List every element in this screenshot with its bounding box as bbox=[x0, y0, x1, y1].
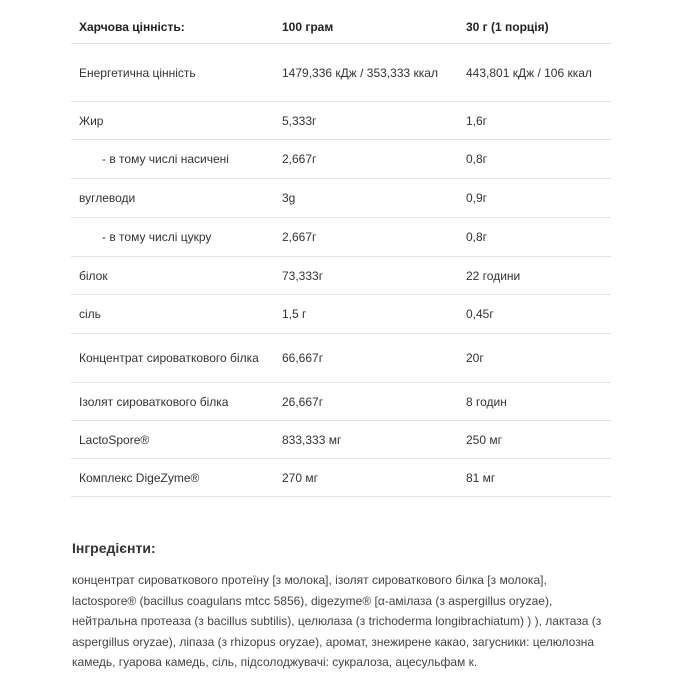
value-per-serving: 81 мг bbox=[466, 470, 496, 485]
value-per-serving: 1,6г bbox=[466, 113, 488, 128]
value-per-100g: 1479,336 кДж / 353,333 ккал bbox=[282, 65, 438, 80]
value-per-serving: 250 мг bbox=[466, 432, 502, 447]
nutrient-label: Жир bbox=[79, 113, 104, 128]
nutrient-label: Концентрат сироваткового білка bbox=[79, 351, 259, 365]
nutrient-label: - в тому числі насичені bbox=[102, 152, 229, 166]
value-per-100g: 3g bbox=[282, 191, 296, 205]
value-per-serving: 0,8г bbox=[466, 230, 488, 244]
value-per-100g: 2,667г bbox=[282, 152, 317, 166]
value-per-100g: 26,667г bbox=[282, 394, 324, 409]
value-per-serving: 0,45г bbox=[466, 307, 494, 321]
nutrition-row bbox=[71, 295, 611, 334]
nutrition-row bbox=[71, 257, 611, 295]
header-per-serving: 30 г (1 порція) bbox=[466, 19, 549, 34]
nutrient-label: LactoSpore® bbox=[79, 432, 150, 447]
nutrient-label: Енергетична цінність bbox=[79, 65, 196, 80]
value-per-serving: 8 годин bbox=[466, 394, 507, 409]
value-per-100g: 5,333г bbox=[282, 113, 317, 128]
ingredients-text: концентрат сироваткового протеїну [з молока], ізолят сироваткового білка [з молока], lactospore® (bacillus coagulans mtcc 5856), digezyme® [α-амілаза (з aspergillus oryzae), нейтральна протеаза (з bacillus subtilis), целюлаза (з trichoderma longibrachiatum) ) ), лактаза (з aspergillus oryzae), ліпаза (з rhizopus oryzae), аромат, знежирене какао, загусники: целюлозна камедь, гуарова камедь, сіль, підсолоджувачі: сукралоза, ацесульфам к. bbox=[72, 573, 602, 669]
nutrient-label: - в тому числі цукру bbox=[102, 230, 212, 244]
header-label: Харчова цінність: bbox=[79, 19, 185, 34]
value-per-serving: 20г bbox=[466, 351, 484, 365]
value-per-100g: 270 мг bbox=[282, 470, 318, 485]
value-per-serving: 0,9г bbox=[466, 191, 488, 205]
nutrient-label: сіль bbox=[79, 307, 101, 321]
nutrition-row bbox=[71, 421, 611, 459]
value-per-100g: 73,333г bbox=[282, 268, 324, 283]
nutrient-label: Комплекс DigeZyme® bbox=[79, 470, 200, 485]
header-per-100g: 100 грам bbox=[282, 19, 334, 34]
ingredients-title: Інгредієнти: bbox=[72, 540, 156, 556]
value-per-100g: 66,667г bbox=[282, 351, 324, 365]
nutrition-body bbox=[71, 44, 611, 497]
value-per-100g: 833,333 мг bbox=[282, 432, 342, 447]
nutrition-row bbox=[71, 334, 611, 383]
nutrient-label: вуглеводи bbox=[79, 191, 136, 205]
nutrition-header-row bbox=[71, 10, 611, 44]
value-per-serving: 0,8г bbox=[466, 152, 488, 166]
value-per-serving: 443,801 кДж / 106 ккал bbox=[466, 65, 592, 80]
nutrition-row bbox=[71, 459, 611, 497]
nutrient-label: Ізолят сироваткового білка bbox=[79, 394, 229, 409]
nutrition-table bbox=[71, 10, 611, 497]
nutrition-row bbox=[71, 383, 611, 421]
nutrition-row bbox=[71, 44, 611, 102]
value-per-100g: 2,667г bbox=[282, 230, 317, 244]
nutrient-label: білок bbox=[79, 268, 108, 283]
value-per-serving: 22 години bbox=[466, 268, 521, 283]
ingredients-section bbox=[72, 540, 612, 673]
nutrition-row bbox=[71, 140, 611, 179]
nutrition-row bbox=[71, 179, 611, 218]
nutrition-row bbox=[71, 102, 611, 140]
nutrition-row bbox=[71, 218, 611, 257]
value-per-100g: 1,5 г bbox=[282, 307, 307, 321]
